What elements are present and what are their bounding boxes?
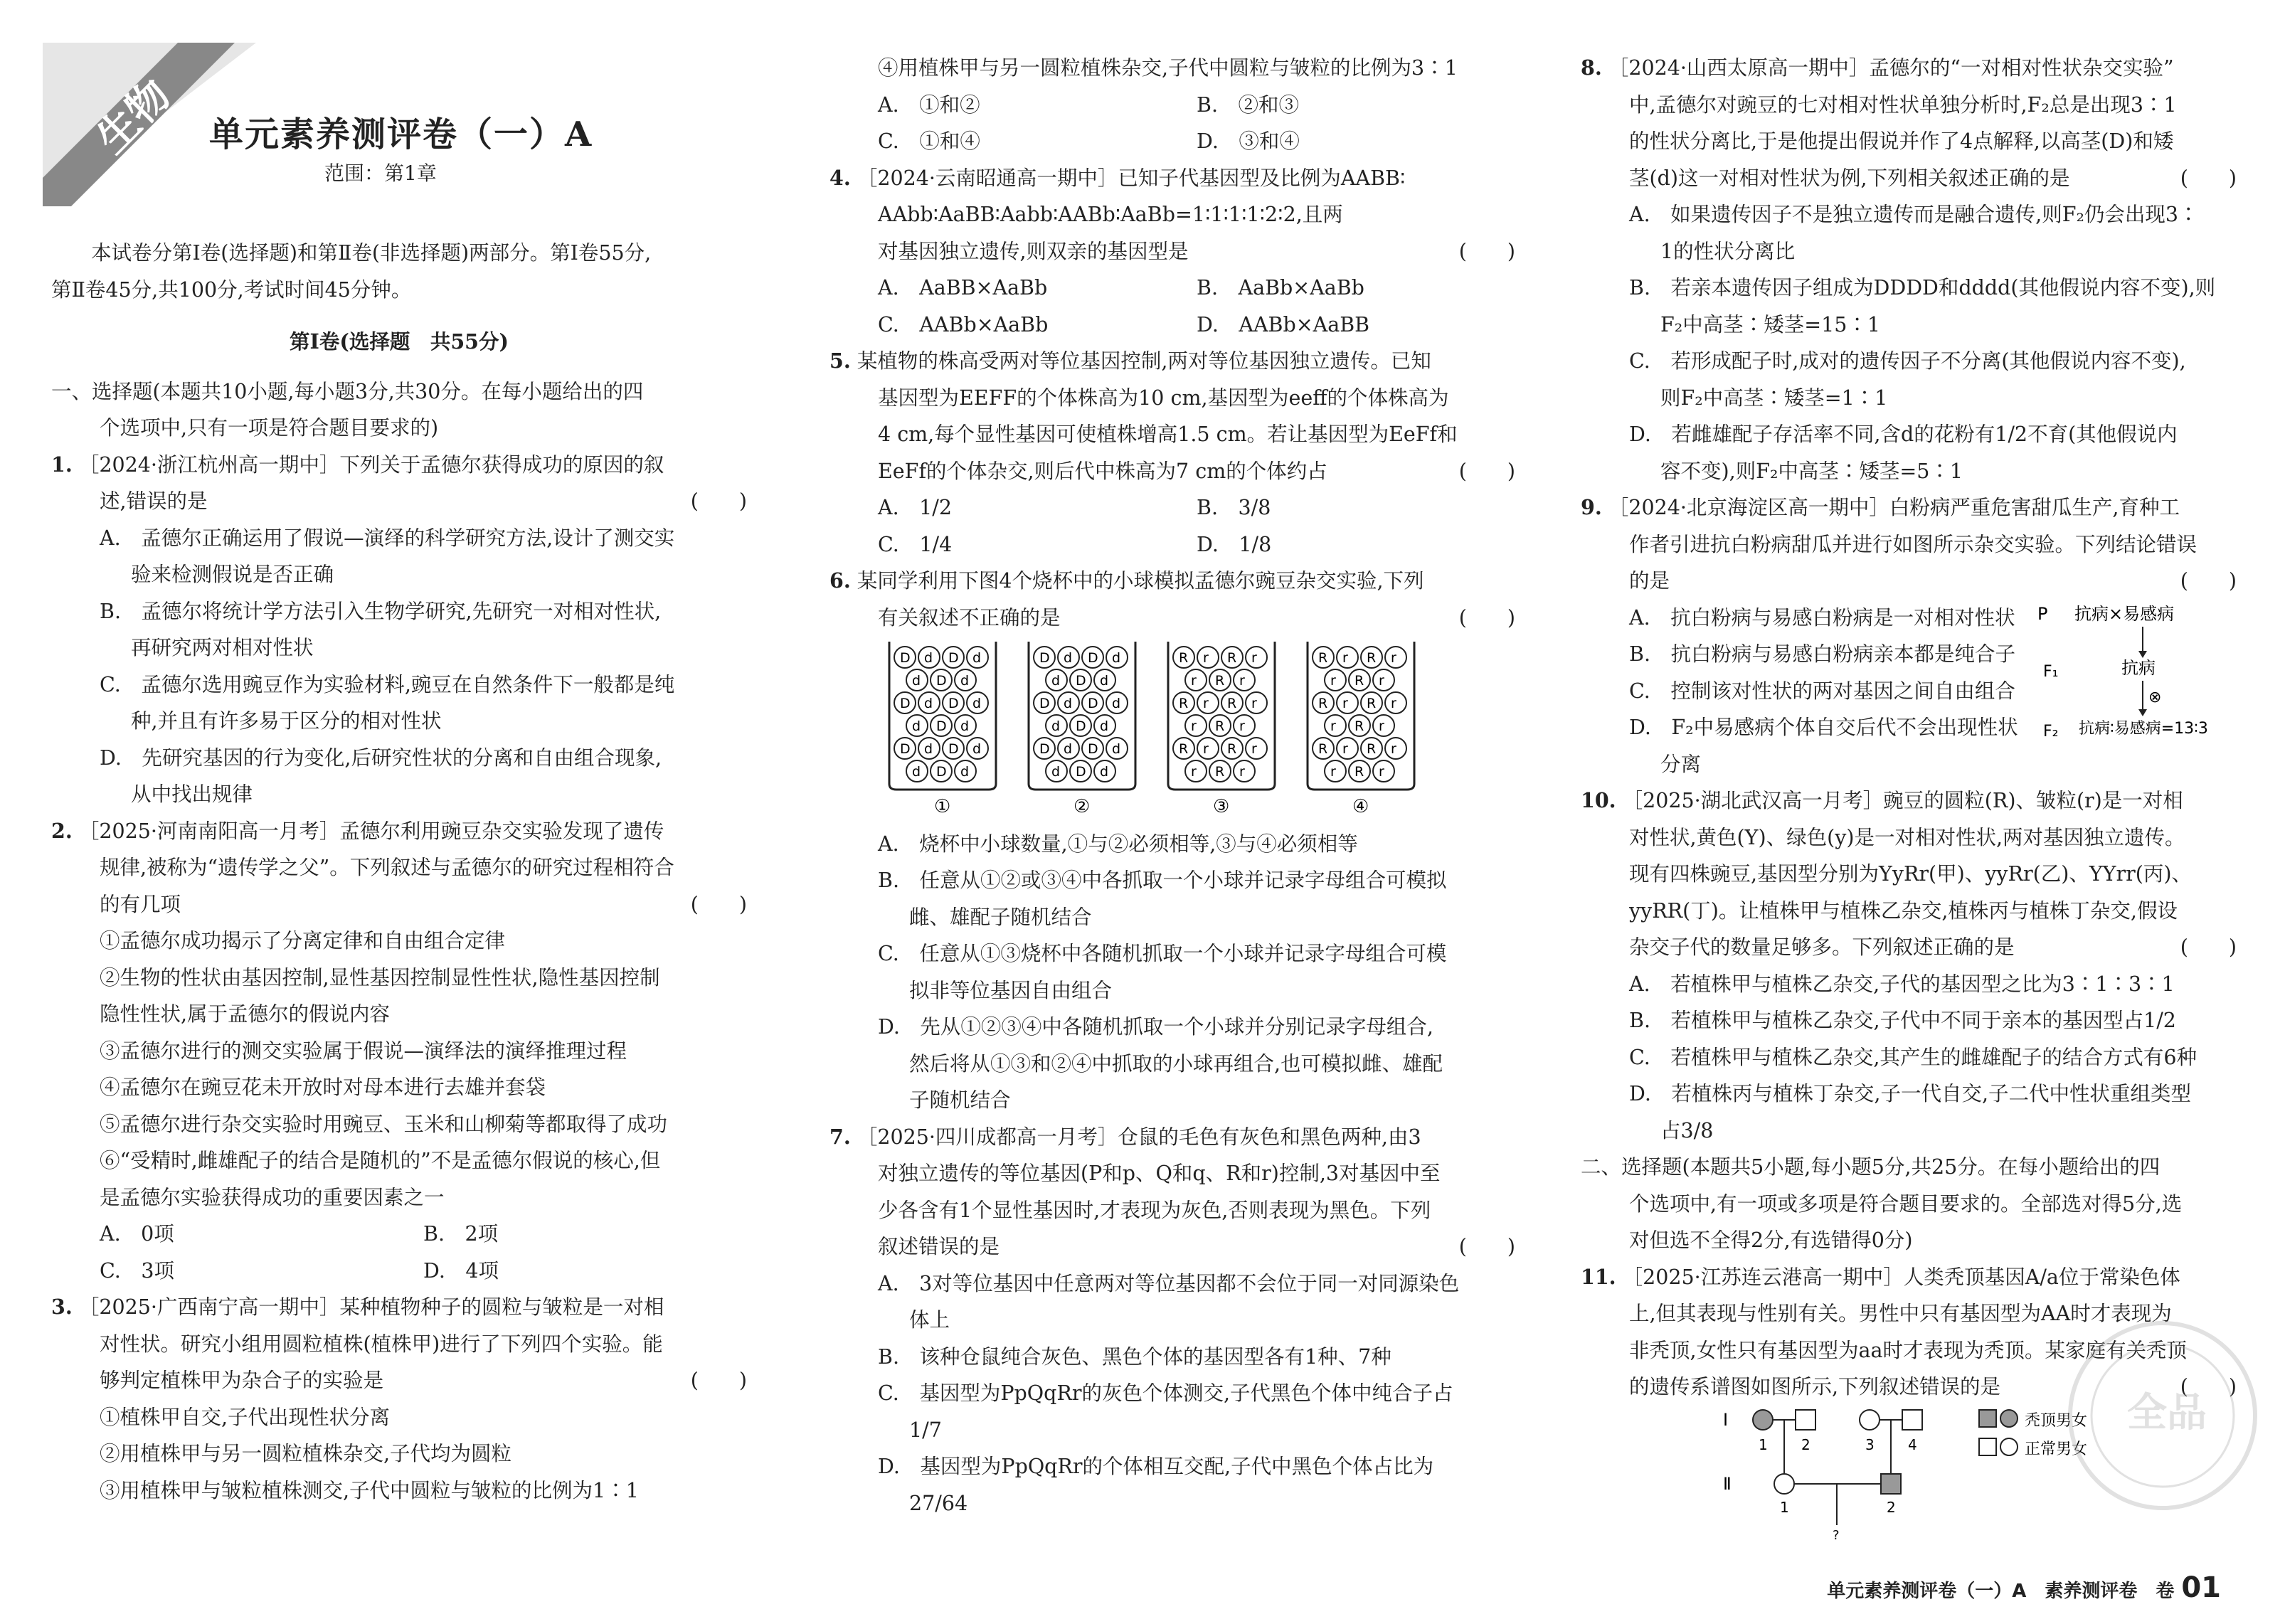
ball-letter: D bbox=[900, 696, 911, 711]
ball-letter: d bbox=[1112, 696, 1121, 711]
option-c[interactable]: C. 3项 bbox=[100, 1258, 174, 1283]
gen-f2-label: F₂ bbox=[2043, 723, 2059, 741]
option-c: 1/7 bbox=[909, 1418, 942, 1442]
individual-unknown: ? bbox=[1833, 1527, 1840, 1541]
beaker-figure bbox=[829, 636, 1515, 814]
question-4 bbox=[829, 160, 1515, 344]
answer-parentheses[interactable]: ( ) bbox=[2180, 1375, 2237, 1399]
ball-letter: D bbox=[936, 718, 947, 734]
ball-letter: d bbox=[912, 764, 921, 780]
ball-letter: r bbox=[1330, 764, 1336, 780]
cross-parents: 抗病×易感病 bbox=[2074, 604, 2175, 624]
question-stem: 非秃顶,女性只有基因型为aa时才表现为秃顶。某家庭有关秃顶 bbox=[1629, 1338, 2188, 1362]
option-d[interactable]: D. AABb×AaBB bbox=[1197, 312, 1370, 336]
statement-item: ③孟德尔进行的测交实验属于假说—演绎法的演绎推理过程 bbox=[100, 1039, 627, 1063]
ball-letter: D bbox=[1076, 718, 1086, 734]
statement-item: ③用植株甲与皱粒植株测交,子代中圆粒与皱粒的比例为1∶1 bbox=[100, 1478, 639, 1502]
question-stem: ［2024·山西太原高一期中］孟德尔的“一对相对性状杂交实验” bbox=[1608, 56, 2174, 80]
answer-parentheses[interactable]: ( ) bbox=[2180, 569, 2237, 593]
question-stem: 的是 bbox=[1629, 569, 1670, 593]
option-a[interactable]: A. 3对等位基因中任意两对等位基因都不会位于同一对同源染色 bbox=[878, 1271, 1460, 1295]
svg-text:生物: 生物 bbox=[87, 70, 180, 163]
statement-item: ①植株甲自交,子代出现性状分离 bbox=[100, 1405, 391, 1429]
statement-item: 隐性性状,属于孟德尔的假说内容 bbox=[100, 1002, 391, 1026]
gen-p-label: P bbox=[2037, 604, 2048, 624]
cross-diagram bbox=[2036, 600, 2242, 742]
ball-letter: R bbox=[1318, 741, 1328, 757]
option-d[interactable]: D. F₂中易感病个体自交后代不会出现性状 bbox=[1629, 716, 2018, 739]
ball-letter: r bbox=[1191, 673, 1197, 689]
ball-letter: r bbox=[1330, 718, 1336, 734]
ball-letter: d bbox=[1064, 741, 1073, 757]
question-stem: 茎(d)这一对相对性状为例,下列相关叙述正确的是 bbox=[1629, 166, 2070, 190]
question-stem: 对基因独立遗传,则双亲的基因型是 bbox=[878, 239, 1189, 263]
male-normal bbox=[1796, 1410, 1815, 1430]
individual-id: 2 bbox=[1801, 1435, 1810, 1453]
ball-letter: d bbox=[1051, 673, 1061, 689]
ball-letter: d bbox=[1112, 741, 1121, 757]
ball-letter: d bbox=[960, 764, 970, 780]
option-a[interactable]: A. ①和② bbox=[878, 92, 980, 117]
question-stem: 够判定植株甲为杂合子的实验是 bbox=[100, 1369, 384, 1392]
female-bald bbox=[1753, 1410, 1773, 1430]
section2-heading: 二、选择题(本题共5小题,每小题5分,共25分。在每小题给出的四 bbox=[1581, 1155, 2161, 1179]
question-number: 7. bbox=[829, 1124, 851, 1149]
question-stem: ［2025·江苏连云港高一期中］人类秃顶基因A/a位于常染色体 bbox=[1622, 1265, 2180, 1289]
question-stem: ［2024·浙江杭州高一期中］下列关于孟德尔获得成功的原因的叙 bbox=[78, 452, 664, 477]
ball-letter: R bbox=[1367, 741, 1377, 757]
ball-letter: R bbox=[1367, 650, 1377, 666]
question-stem: ［2025·湖北武汉高一月考］豌豆的圆粒(R)、皱粒(r)是一对相 bbox=[1622, 789, 2183, 812]
question-stem: 有关叙述不正确的是 bbox=[878, 605, 1061, 630]
ball-letter: D bbox=[948, 696, 959, 711]
answer-parentheses[interactable]: ( ) bbox=[2180, 166, 2237, 190]
option-b: 雌、雄配子随机结合 bbox=[909, 905, 1092, 929]
question-stem: 对性状,黄色(Y)、绿色(y)是一对相对性状,两对基因独立遗传。 bbox=[1629, 825, 2185, 849]
ball-letter: d bbox=[1112, 650, 1121, 666]
option-d[interactable]: D. 先从①②③④中各随机抓取一个小球并分别记录字母组合, bbox=[878, 1015, 1433, 1039]
subject-corner-banner bbox=[0, 0, 256, 206]
option-d: 分离 bbox=[1660, 752, 1702, 776]
ball-letter: R bbox=[1354, 764, 1364, 780]
answer-parentheses[interactable]: ( ) bbox=[690, 892, 747, 916]
question-stem: 的遗传系谱图如图所示,下列叙述错误的是 bbox=[1629, 1375, 2001, 1399]
question-1 bbox=[51, 447, 747, 813]
question-stem: ［2024·北京海淀区高一期中］白粉病严重危害甜瓜生产,育种工 bbox=[1608, 496, 2180, 519]
option-a[interactable]: A. 孟德尔正确运用了假说—演绎的科学研究方法,设计了测交实 bbox=[100, 526, 675, 550]
ball-letter: d bbox=[912, 673, 921, 689]
ball-letter: r bbox=[1342, 741, 1348, 757]
individual-id: 2 bbox=[1887, 1498, 1896, 1516]
female-normal bbox=[1860, 1410, 1880, 1430]
generation-label: Ⅱ bbox=[1723, 1473, 1732, 1494]
question-number: 1. bbox=[51, 452, 73, 477]
question-stem: 述,错误的是 bbox=[100, 489, 208, 513]
male-normal bbox=[1902, 1410, 1922, 1430]
question-number: 11. bbox=[1581, 1264, 1616, 1289]
legend-normal-male-icon bbox=[1979, 1438, 1996, 1455]
ball-letter: d bbox=[924, 650, 933, 666]
option-b[interactable]: B. ②和③ bbox=[1197, 92, 1300, 117]
ball-letter: r bbox=[1251, 696, 1257, 711]
question-number: 10. bbox=[1581, 788, 1616, 812]
option-c[interactable]: C. AABb×AaBb bbox=[878, 312, 1049, 336]
option-a[interactable]: A. 若植株甲与植株乙杂交,子代的基因型之比为3∶1∶3∶1 bbox=[1629, 972, 2175, 996]
statement-item: ②生物的性状由基因控制,显性基因控制显性性状,隐性基因控制 bbox=[100, 965, 660, 989]
question-number: 9. bbox=[1581, 495, 1602, 519]
option-a[interactable]: A. 0项 bbox=[100, 1222, 174, 1246]
male-bald bbox=[1881, 1474, 1901, 1494]
ball-letter: d bbox=[972, 741, 982, 757]
question-stem: ［2025·河南南阳高一月考］孟德尔利用豌豆杂交实验发现了遗传 bbox=[78, 819, 664, 843]
option-d[interactable]: D. 1/8 bbox=[1197, 532, 1272, 556]
option-b: 再研究两对相对性状 bbox=[131, 636, 314, 659]
legend-bald-male-icon bbox=[1979, 1410, 1996, 1427]
option-d[interactable]: D. 若植株丙与植株丁杂交,子一代自交,子二代中性状重组类型 bbox=[1629, 1082, 2192, 1105]
female-normal bbox=[1774, 1474, 1794, 1494]
option-c[interactable]: C. 若植株甲与植株乙杂交,其产生的雌雄配子的结合方式有6种 bbox=[1629, 1045, 2197, 1069]
ball-letter: R bbox=[1318, 696, 1328, 711]
column-1 bbox=[51, 235, 747, 1509]
option-c[interactable]: C. 任意从①③烧杯中各随机抓取一个小球并记录字母组合可模 bbox=[878, 942, 1447, 965]
option-a[interactable]: A. 抗白粉病与易感白粉病是一对相对性状 bbox=[1629, 605, 2015, 630]
question-number: 5. bbox=[829, 349, 851, 373]
answer-parentheses[interactable]: ( ) bbox=[690, 1369, 747, 1392]
ball-letter: d bbox=[972, 696, 982, 711]
question-stem: ［2024·云南昭通高一期中］已知子代基因型及比例为AABB∶ bbox=[857, 166, 1406, 190]
ball-letter: d bbox=[1064, 696, 1073, 711]
option-a: 1的性状分离比 bbox=[1660, 239, 1796, 263]
answer-parentheses[interactable]: ( ) bbox=[1458, 239, 1515, 263]
question-stem: 对性状。研究小组用圆粒植株(植株甲)进行了下列四个实验。能 bbox=[100, 1332, 663, 1356]
question-7 bbox=[829, 1119, 1515, 1522]
option-d[interactable]: D. 若雌雄配子存活率不同,含d的花粉有1/2不育(其他假说内 bbox=[1629, 423, 2178, 446]
ball-letter: r bbox=[1330, 673, 1336, 689]
intro-line: 第Ⅱ卷45分,共100分,考试时间45分钟。 bbox=[51, 277, 412, 302]
option-a[interactable]: A. AaBB×AaBb bbox=[878, 276, 1048, 299]
ball-letter: r bbox=[1379, 673, 1384, 689]
option-b[interactable]: B. 任意从①②或③④中各抓取一个小球并记录字母组合可模拟 bbox=[878, 869, 1447, 892]
section1-heading: 个选项中,只有一项是符合题目要求的) bbox=[100, 416, 439, 440]
ball-letter: d bbox=[1051, 764, 1061, 780]
question-stem: 少各含有1个显性基因时,才表现为灰色,否则表现为黑色。下列 bbox=[878, 1198, 1431, 1222]
option-a[interactable]: A. 1/2 bbox=[878, 496, 953, 519]
ball-letter: d bbox=[960, 718, 970, 734]
option-d: 占3/8 bbox=[1660, 1118, 1714, 1142]
option-b[interactable]: B. 3/8 bbox=[1197, 496, 1271, 519]
question-stem: yyRR(丁)。让植株甲与植株乙杂交,植株丙与植株丁杂交,假设 bbox=[1629, 898, 2178, 923]
ball-letter: r bbox=[1239, 764, 1245, 780]
stamp-text: 全品 bbox=[2127, 1390, 2207, 1436]
question-number: 4. bbox=[829, 165, 851, 190]
question-stem: AAbb∶AaBB∶Aabb∶AABb∶AaBb=1∶1∶1∶1∶2∶2,且两 bbox=[878, 203, 1343, 226]
option-d[interactable]: D. 基因型为PpQqRr的个体相互交配,子代中黑色个体占比为 bbox=[878, 1455, 1434, 1478]
statement-item: ④孟德尔在豌豆花未开放时对母本进行去雄并套袋 bbox=[100, 1076, 546, 1099]
ball-letter: d bbox=[912, 718, 921, 734]
question-stem: 某植物的株高受两对等位基因控制,两对等位基因独立遗传。已知 bbox=[857, 349, 1431, 373]
question-stem: EeFf的个体杂交,则后代中株高为7 cm的个体约占 bbox=[878, 459, 1327, 483]
ball-letter: r bbox=[1342, 696, 1348, 711]
ball-letter: d bbox=[1100, 764, 1109, 780]
legend-normal-female-icon bbox=[2000, 1438, 2018, 1455]
option-c[interactable]: C. 基因型为PpQqRr的灰色个体测交,子代黑色个体中纯合子占 bbox=[878, 1381, 1453, 1405]
statement-item: ①孟德尔成功揭示了分离定律和自由组合定律 bbox=[100, 929, 506, 952]
option-b[interactable]: B. 抗白粉病与易感白粉病亲本都是纯合子 bbox=[1629, 642, 2016, 666]
ball-letter: d bbox=[1100, 673, 1109, 689]
ball-letter: r bbox=[1239, 673, 1245, 689]
f2-ratio: 抗病∶易感病=13∶3 bbox=[2079, 720, 2208, 738]
beaker bbox=[1029, 642, 1135, 814]
option-d: 容不变),则F₂中高茎∶矮茎=5∶1 bbox=[1660, 459, 1963, 483]
individual-id: 1 bbox=[1759, 1435, 1768, 1453]
ball-letter: R bbox=[1227, 696, 1237, 711]
individual-id: 1 bbox=[1780, 1498, 1789, 1516]
ball-letter: R bbox=[1227, 741, 1237, 757]
beaker bbox=[889, 642, 996, 814]
question-number: 2. bbox=[51, 818, 73, 843]
answer-parentheses[interactable]: ( ) bbox=[1458, 459, 1515, 483]
beaker-label: ④ bbox=[1352, 796, 1369, 814]
option-b: F₂中高茎∶矮茎=15∶1 bbox=[1660, 312, 1880, 336]
option-b[interactable]: B. AaBb×AaBb bbox=[1197, 276, 1364, 299]
answer-parentheses[interactable]: ( ) bbox=[690, 489, 747, 513]
ball-letter: r bbox=[1391, 741, 1396, 757]
individual-id: 3 bbox=[1865, 1435, 1875, 1453]
ball-letter: r bbox=[1391, 696, 1396, 711]
ball-letter: r bbox=[1251, 741, 1257, 757]
ball-letter: d bbox=[972, 650, 982, 666]
question-3 bbox=[51, 1289, 747, 1509]
ball-letter: D bbox=[1039, 650, 1050, 666]
gen-f1-label: F₁ bbox=[2043, 663, 2059, 681]
ball-letter: D bbox=[900, 741, 911, 757]
option-c[interactable]: C. 控制该对性状的两对基因之间自由组合 bbox=[1629, 679, 2015, 703]
page-footer bbox=[1827, 1571, 2221, 1604]
ball-letter: D bbox=[948, 741, 959, 757]
section2-heading: 个选项中,有一项或多项是符合题目要求的。全部选对得5分,选 bbox=[1629, 1192, 2183, 1216]
ball-letter: R bbox=[1215, 673, 1225, 689]
statement-item: ⑤孟德尔进行杂交实验时用豌豆、玉米和山柳菊等都取得了成功 bbox=[100, 1112, 668, 1136]
self-cross-icon: ⊗ bbox=[2148, 689, 2162, 706]
option-a: 体上 bbox=[909, 1308, 950, 1332]
beaker bbox=[1308, 642, 1414, 814]
answer-parentheses[interactable]: ( ) bbox=[1458, 1235, 1515, 1258]
option-c[interactable]: C. ①和④ bbox=[878, 129, 980, 153]
ball-letter: r bbox=[1239, 718, 1245, 734]
question-5 bbox=[829, 343, 1515, 563]
beaker-label: ① bbox=[934, 796, 951, 814]
question-number: 6. bbox=[829, 568, 851, 593]
section1-heading: 一、选择题(本题共10小题,每小题3分,共30分。在每小题给出的四 bbox=[51, 379, 644, 403]
question-stem: 对独立遗传的等位基因(P和p、Q和q、R和r)控制,3对基因中至 bbox=[878, 1162, 1441, 1185]
question-stem: 规律,被称为“遗传学之父”。下列叙述与孟德尔的研究过程相符合 bbox=[100, 856, 674, 879]
ball-letter: D bbox=[936, 673, 947, 689]
part1-heading: 第Ⅰ卷(选择题 共55分) bbox=[290, 329, 509, 354]
question-9 bbox=[1581, 489, 2237, 782]
ball-letter: r bbox=[1191, 764, 1197, 780]
option-c[interactable]: C. 若形成配子时,成对的遗传因子不分离(其他假说内容不变), bbox=[1629, 349, 2186, 373]
ball-letter: R bbox=[1318, 650, 1328, 666]
legend-bald-female-icon bbox=[2000, 1410, 2018, 1427]
ball-letter: R bbox=[1227, 650, 1237, 666]
question-stem: 杂交子代的数量足够多。下列叙述正确的是 bbox=[1629, 935, 2015, 959]
legend-normal: 正常男女 bbox=[2025, 1440, 2088, 1458]
ball-letter: D bbox=[936, 764, 947, 780]
option-c: 拟非等位基因自由组合 bbox=[909, 978, 1113, 1002]
ball-letter: r bbox=[1191, 718, 1197, 734]
question-10 bbox=[1581, 782, 2237, 1149]
option-d: 然后将从①③和②④中抓取的小球再组合,也可模拟雌、雄配 bbox=[909, 1051, 1443, 1076]
ball-letter: r bbox=[1379, 764, 1384, 780]
answer-parentheses[interactable]: ( ) bbox=[1458, 605, 1515, 630]
ball-letter: d bbox=[960, 673, 970, 689]
statement-item: ⑥“受精时,雌雄配子的结合是随机的”不是孟德尔假说的核心,但 bbox=[100, 1149, 661, 1172]
question-6 bbox=[829, 563, 1515, 1119]
ball-letter: R bbox=[1354, 718, 1364, 734]
question-stem: 某同学利用下图4个烧杯中的小球模拟孟德尔豌豆杂交实验,下列 bbox=[857, 569, 1424, 593]
question-2 bbox=[51, 813, 747, 1290]
footer-text: 单元素养测评卷（一）A 素养测评卷 卷 bbox=[1827, 1581, 2175, 1602]
ball-letter: D bbox=[1088, 650, 1098, 666]
option-a: 验来检测假说是否正确 bbox=[131, 563, 334, 586]
question-stem: ［2025·四川成都高一月考］仓鼠的毛色有灰色和黑色两种,由3 bbox=[857, 1125, 1421, 1149]
question-stem: 基因型为EEFF的个体株高为10 cm,基因型为eeff的个体株高为 bbox=[878, 386, 1449, 410]
question-stem: 中,孟德尔对豌豆的七对相对性状单独分析时,F₂总是出现3∶1 bbox=[1629, 92, 2177, 117]
ball-letter: d bbox=[1064, 650, 1073, 666]
option-b[interactable]: B. 若亲本遗传因子组成为DDDD和dddd(其他假说内容不变),则 bbox=[1629, 276, 2216, 299]
ball-letter: R bbox=[1215, 718, 1225, 734]
option-c[interactable]: C. 1/4 bbox=[878, 532, 953, 556]
page-number: 01 bbox=[2181, 1571, 2221, 1604]
option-a[interactable]: A. 烧杯中小球数量,①与②必须相等,③与④必须相等 bbox=[878, 832, 1358, 856]
statement-item: ②用植株甲与另一圆粒植株杂交,子代均为圆粒 bbox=[100, 1442, 512, 1465]
ball-letter: D bbox=[1076, 764, 1086, 780]
option-c: 则F₂中高茎∶矮茎=1∶1 bbox=[1660, 386, 1888, 410]
ball-letter: D bbox=[1039, 696, 1050, 711]
ball-letter: d bbox=[1100, 718, 1109, 734]
page-scope: 范围：第1章 bbox=[324, 161, 437, 185]
question-stem: 现有四株豌豆,基因型分别为YyRr(甲)、yyRr(乙)、YYrr(丙)、 bbox=[1629, 862, 2192, 886]
option-b[interactable]: B. 若植株甲与植株乙杂交,子代中不同于亲本的基因型占1/2 bbox=[1629, 1009, 2176, 1032]
option-c[interactable]: C. 孟德尔选用豌豆作为实验材料,豌豆在自然条件下一般都是纯 bbox=[100, 672, 675, 696]
question-stem: 4 cm,每个显性基因可使植株增高1.5 cm。若让基因型为EeFf和 bbox=[878, 423, 1458, 446]
individual-id: 4 bbox=[1908, 1435, 1917, 1453]
statement-item: 是孟德尔实验获得成功的重要因素之一 bbox=[100, 1185, 445, 1209]
option-c: 种,并且有许多易于区分的相对性状 bbox=[131, 709, 442, 733]
intro-line: 本试卷分第Ⅰ卷(选择题)和第Ⅱ卷(非选择题)两部分。第Ⅰ卷55分, bbox=[91, 241, 652, 265]
beaker bbox=[1168, 642, 1275, 814]
ball-letter: d bbox=[924, 696, 933, 711]
ball-letter: R bbox=[1179, 741, 1189, 757]
watermark-stamp bbox=[2049, 1309, 2276, 1522]
option-d: 子随机结合 bbox=[909, 1088, 1011, 1112]
ball-letter: r bbox=[1251, 650, 1257, 666]
ball-letter: D bbox=[1088, 741, 1098, 757]
option-d: 从中找出规律 bbox=[131, 782, 253, 806]
ball-letter: D bbox=[1076, 673, 1086, 689]
legend-bald: 秃顶男女 bbox=[2025, 1411, 2088, 1430]
question-number: 3. bbox=[51, 1295, 73, 1319]
ball-letter: d bbox=[1051, 718, 1061, 734]
option-d[interactable]: D. 4项 bbox=[423, 1258, 499, 1283]
question-number: 8. bbox=[1581, 55, 1602, 80]
ball-letter: r bbox=[1379, 718, 1384, 734]
ball-letter: d bbox=[924, 741, 933, 757]
option-d[interactable]: D. 先研究基因的行为变化,后研究性状的分离和自由组合现象, bbox=[100, 745, 662, 770]
column-2 bbox=[829, 50, 1515, 1522]
answer-parentheses[interactable]: ( ) bbox=[2180, 935, 2237, 959]
question-stem: ［2025·广西南宁高一期中］某种植物种子的圆粒与皱粒是一对相 bbox=[78, 1295, 664, 1319]
ball-letter: R bbox=[1215, 764, 1225, 780]
option-b[interactable]: B. 该种仓鼠纯合灰色、黑色个体的基因型各有1种、7种 bbox=[878, 1344, 1391, 1369]
ball-letter: r bbox=[1203, 650, 1209, 666]
option-d[interactable]: D. ③和④ bbox=[1197, 129, 1300, 153]
page-title: 单元素养测评卷（一）A bbox=[209, 115, 593, 154]
ball-letter: D bbox=[1039, 741, 1050, 757]
ball-letter: r bbox=[1203, 696, 1209, 711]
question-stem: 作者引进抗白粉病甜瓜并进行如图所示杂交实验。下列结论错误 bbox=[1629, 532, 2197, 556]
ball-letter: r bbox=[1342, 650, 1348, 666]
question-stem: 叙述错误的是 bbox=[878, 1235, 1000, 1258]
ball-letter: R bbox=[1179, 696, 1189, 711]
beaker-label: ③ bbox=[1213, 796, 1230, 814]
f1-phenotype: 抗病 bbox=[2121, 658, 2156, 678]
ball-letter: R bbox=[1179, 650, 1189, 666]
ball-letter: r bbox=[1203, 741, 1209, 757]
ball-letter: r bbox=[1391, 650, 1396, 666]
question-8 bbox=[1581, 50, 2237, 489]
ball-letter: D bbox=[900, 650, 911, 666]
question-stem: 的性状分离比,于是他提出假说并作了4点解释,以高茎(D)和矮 bbox=[1629, 129, 2174, 153]
ball-letter: R bbox=[1354, 673, 1364, 689]
option-d: 27/64 bbox=[909, 1491, 968, 1515]
question-stem: 上,但其表现与性别有关。男性中只有基因型为AA时才表现为 bbox=[1629, 1302, 2172, 1325]
question-stem: 的有几项 bbox=[100, 892, 181, 916]
statement-item: ④用植株甲与另一圆粒植株杂交,子代中圆粒与皱粒的比例为3∶1 bbox=[878, 56, 1458, 80]
section2-heading: 对但选不全得2分,有选错得0分) bbox=[1629, 1228, 1913, 1252]
ball-letter: D bbox=[948, 650, 959, 666]
ball-letter: D bbox=[1088, 696, 1098, 711]
option-a[interactable]: A. 如果遗传因子不是独立遗传而是融合遗传,则F₂仍会出现3∶ bbox=[1629, 203, 2199, 226]
ball-letter: R bbox=[1367, 696, 1377, 711]
option-b[interactable]: B. 孟德尔将统计学方法引入生物学研究,先研究一对相对性状, bbox=[100, 599, 662, 623]
option-b[interactable]: B. 2项 bbox=[423, 1222, 499, 1246]
beaker-label: ② bbox=[1073, 796, 1091, 814]
generation-label: Ⅰ bbox=[1723, 1409, 1729, 1430]
